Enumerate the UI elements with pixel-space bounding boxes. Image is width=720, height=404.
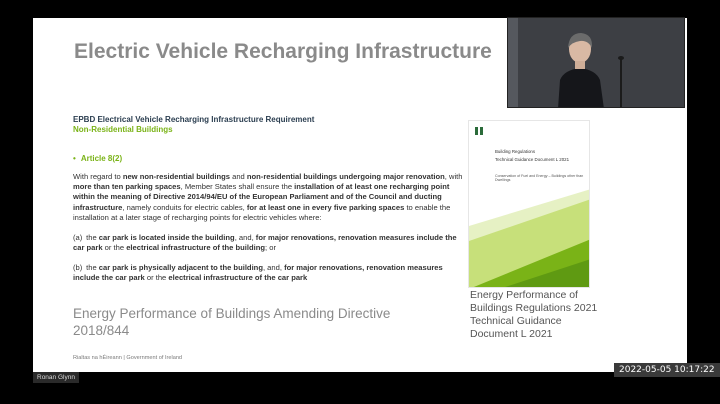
bullet-icon: • bbox=[73, 154, 76, 163]
text-run: , and, bbox=[234, 233, 256, 242]
text-run: , namely conduits for electric cables, bbox=[122, 202, 247, 212]
speaker-video bbox=[508, 18, 685, 108]
clause-a-text bbox=[73, 233, 457, 252]
gov-name-english: Government of Ireland bbox=[126, 355, 183, 361]
text-run: or the bbox=[144, 273, 169, 283]
text-run: or the bbox=[102, 243, 127, 253]
bold-text: for major renovations, renovation measures include the car park bbox=[73, 263, 443, 283]
clause-b-text bbox=[73, 263, 443, 282]
requirement-header bbox=[73, 115, 473, 134]
speaker-webcam bbox=[507, 17, 685, 108]
bold-text: new non-residential buildings bbox=[122, 172, 230, 181]
bold-text: car park is physically adjacent to the building bbox=[98, 263, 263, 272]
text-run: and bbox=[229, 172, 247, 181]
text-run: , with bbox=[444, 172, 463, 181]
bold-text: electrical infrastructure of the building bbox=[126, 243, 266, 253]
cover-line1: Building Regulations bbox=[495, 149, 536, 154]
bold-text: for major renovations, renovation measures include the car park bbox=[73, 233, 457, 253]
bold-text: car park is located inside the building bbox=[98, 233, 235, 242]
text-run: , Member States shall ensure the bbox=[180, 182, 295, 192]
article-text: Article 8(2) bbox=[80, 154, 123, 163]
slide-title: Electric Vehicle Recharging Infrastructure bbox=[74, 40, 492, 63]
bold-text: installation of at least one recharging point within the meaning of Directive 2014/94/EU of the European Parliament and of the Council and ducting infrastructure bbox=[73, 182, 450, 212]
article-label bbox=[73, 154, 122, 163]
clause-b-tag: (b) bbox=[73, 263, 83, 272]
text-run: With regard to bbox=[73, 172, 123, 181]
directive-title: Energy Performance of Buildings Amending Directive 2018/844 bbox=[73, 306, 391, 338]
cover-line2: Technical Guidance Document L 2021 bbox=[495, 157, 570, 162]
cover-line3: Conservation of Fuel and Energy – Buildings other than Dwellings bbox=[495, 174, 584, 183]
clause-a bbox=[73, 233, 465, 253]
cover-graphic bbox=[469, 121, 590, 288]
text-run: ; or bbox=[265, 243, 277, 253]
requirement-heading: EPBD Electrical Vehicle Recharging Infrastructure Requirement bbox=[73, 115, 315, 124]
text-run: , and, bbox=[262, 263, 285, 272]
text-run: the bbox=[86, 263, 99, 272]
speaker-name-tag: Ronan Glynn bbox=[33, 372, 79, 383]
text-run: to enable the installation at a later stage of recharging points for electric vehicles where: bbox=[73, 202, 451, 222]
bold-text: electrical infrastructure of the car park bbox=[168, 273, 308, 283]
government-footer bbox=[73, 355, 182, 361]
bold-text: for at least one in every five parking spaces bbox=[246, 202, 405, 212]
clause-b bbox=[73, 263, 465, 283]
clause-a-tag: (a) bbox=[73, 233, 83, 242]
document-cover-image bbox=[468, 120, 590, 288]
gov-separator: | bbox=[121, 355, 127, 361]
article-body-text bbox=[73, 172, 465, 223]
text-run: the bbox=[86, 233, 99, 242]
requirement-subheading: Non-Residential Buildings bbox=[73, 125, 173, 134]
cover-caption: Energy Performance of Buildings Regulations 2021 Technical Guidance Document L 2021 bbox=[470, 289, 598, 340]
gov-name-irish: Rialtas na hÉireann bbox=[73, 355, 122, 361]
recording-timestamp: 2022-05-05 10:17:22 bbox=[614, 363, 720, 377]
bold-text: non-residential buildings undergoing major renovation bbox=[246, 172, 445, 181]
bold-text: more than ten parking spaces bbox=[73, 182, 181, 192]
